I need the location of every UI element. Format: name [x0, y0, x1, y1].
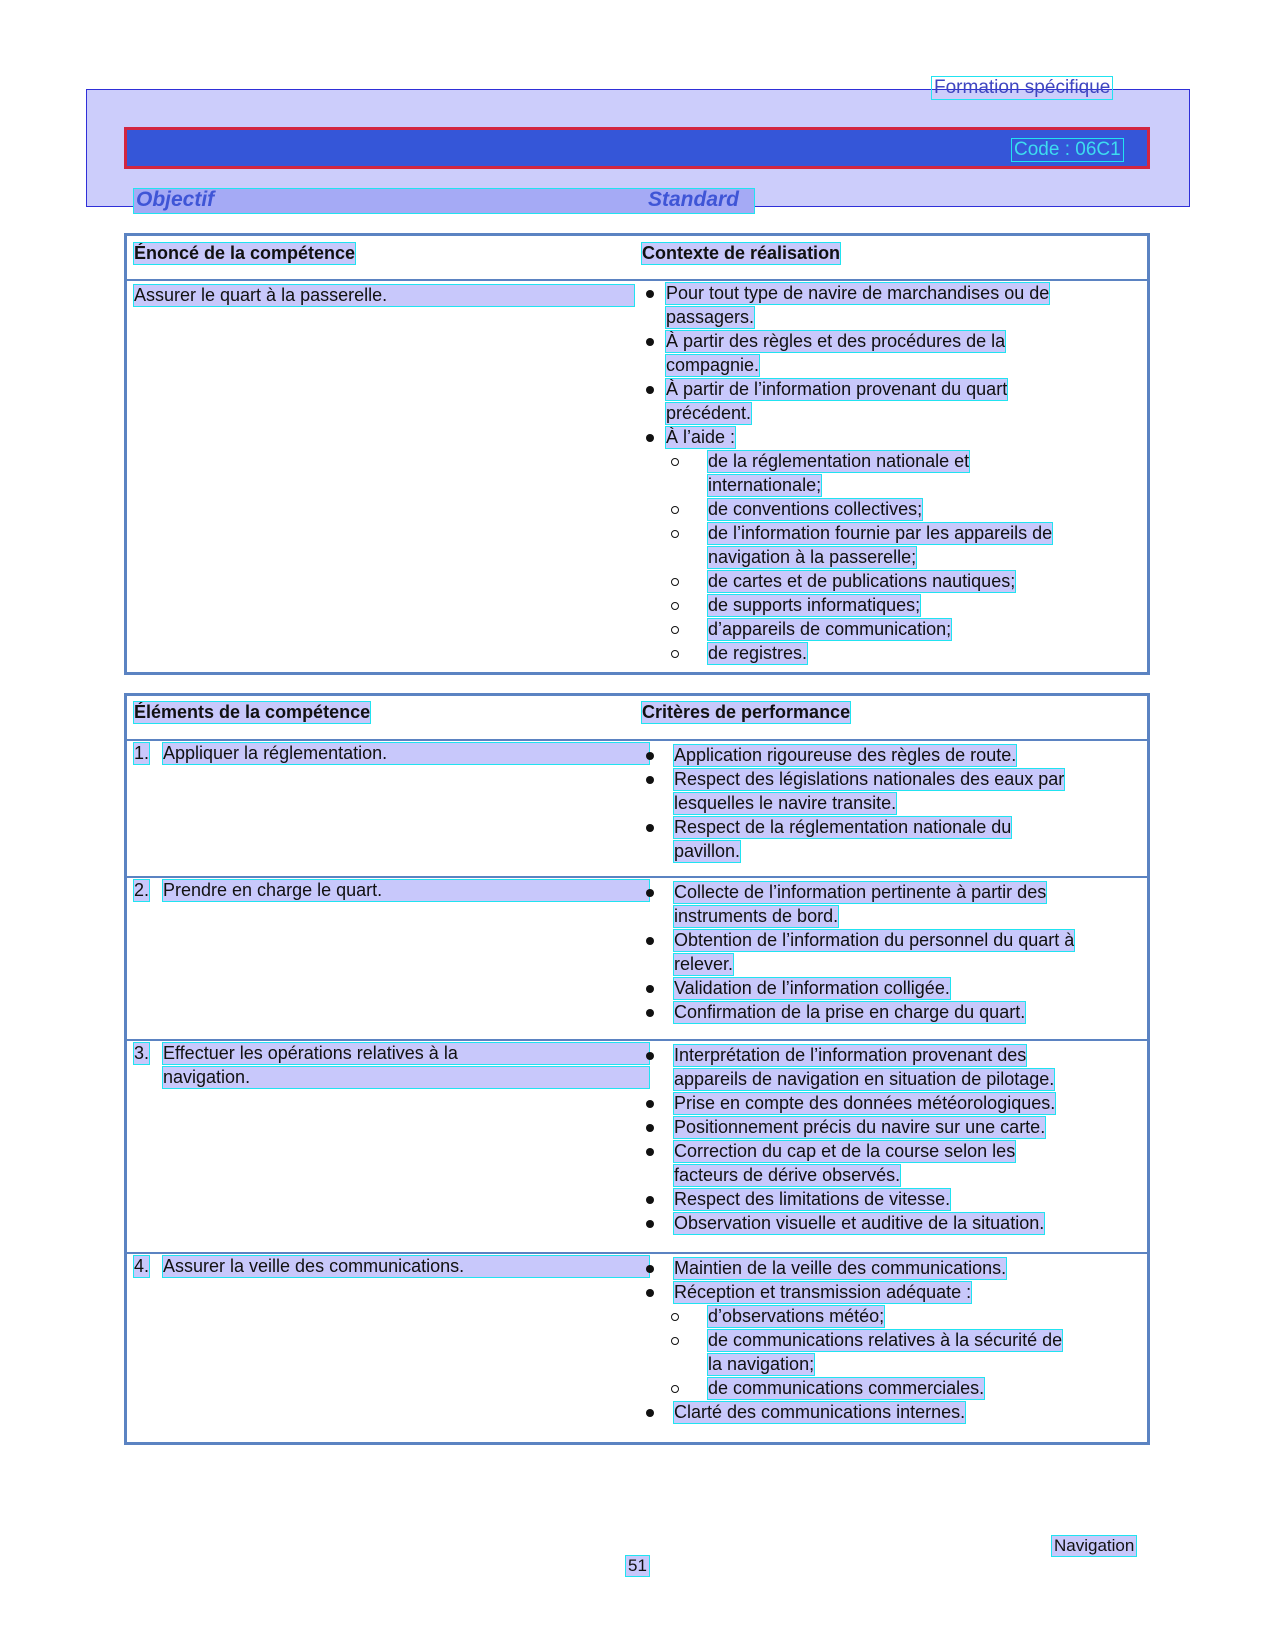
list-item-line: Validation de l’information colligée.: [674, 978, 950, 998]
bullet-icon: [646, 434, 654, 442]
footer-program: Navigation: [1054, 1536, 1135, 1555]
sub-bullet-icon: [671, 1385, 679, 1393]
sub-item-line: navigation à la passerelle;: [708, 547, 917, 567]
column-header: Énoncé de la compétence: [134, 243, 356, 263]
list-item-line: À l’aide :: [666, 427, 736, 447]
list-item-line: instruments de bord.: [674, 906, 839, 926]
list-item-line: Respect des législations nationales des eaux par: [674, 769, 1065, 789]
column-header: Contexte de réalisation: [642, 243, 841, 263]
column-header: Critères de performance: [642, 702, 851, 722]
element-text: Appliquer la réglementation.: [163, 743, 649, 764]
list-item-line: lesquelles le navire transite.: [674, 793, 897, 813]
objectif-heading: Objectif: [136, 188, 215, 211]
bullet-icon: [646, 824, 654, 832]
list-item-line: Interprétation de l’information provenant des: [674, 1045, 1027, 1065]
sub-item-line: de communications commerciales.: [708, 1378, 985, 1398]
sub-bullet-icon: [671, 530, 679, 538]
bullet-icon: [646, 889, 654, 897]
bullet-icon: [646, 1409, 654, 1417]
table2-header-divider: [127, 739, 1147, 741]
list-item-line: Application rigoureuse des règles de route.: [674, 745, 1017, 765]
standard-heading: Standard: [648, 188, 740, 211]
sub-item-line: de registres.: [708, 643, 808, 663]
sub-bullet-icon: [671, 1313, 679, 1321]
list-item-line: Obtention de l’information du personnel du quart à: [674, 930, 1075, 950]
element-text: navigation.: [163, 1067, 649, 1088]
bullet-icon: [646, 1196, 654, 1204]
sub-item-line: d’appareils de communication;: [708, 619, 952, 639]
list-item-line: Positionnement précis du navire sur une carte.: [674, 1117, 1046, 1137]
list-item-line: Prise en compte des données météorologiques.: [674, 1093, 1056, 1113]
list-item-line: Correction du cap et de la course selon les: [674, 1141, 1016, 1161]
bullet-icon: [646, 1052, 654, 1060]
list-item-line: Observation visuelle et auditive de la situation.: [674, 1213, 1045, 1233]
list-item-line: À partir des règles et des procédures de la: [666, 331, 1006, 351]
row-divider: [127, 1039, 1147, 1041]
element-number: 4.: [134, 1256, 150, 1276]
sub-item-line: de communications relatives à la sécurité de: [708, 1330, 1063, 1350]
row-divider: [127, 1252, 1147, 1254]
element-number: 2.: [134, 880, 150, 900]
bullet-icon: [646, 1148, 654, 1156]
sub-bullet-icon: [671, 626, 679, 634]
bullet-icon: [646, 776, 654, 784]
element-text: Assurer la veille des communications.: [163, 1256, 649, 1277]
list-item-line: appareils de navigation en situation de pilotage.: [674, 1069, 1055, 1089]
element-text: Effectuer les opérations relatives à la: [163, 1043, 649, 1064]
sub-item-line: d’observations météo;: [708, 1306, 885, 1326]
sub-item-line: la navigation;: [708, 1354, 815, 1374]
list-item-line: passagers.: [666, 307, 755, 327]
bullet-icon: [646, 985, 654, 993]
sub-item-line: de conventions collectives;: [708, 499, 923, 519]
list-item-line: Collecte de l’information pertinente à partir des: [674, 882, 1047, 902]
element-number: 3.: [134, 1043, 150, 1063]
list-item-line: facteurs de dérive observés.: [674, 1165, 901, 1185]
sub-bullet-icon: [671, 458, 679, 466]
list-item-line: pavillon.: [674, 841, 741, 861]
list-item-line: Respect des limitations de vitesse.: [674, 1189, 951, 1209]
bullet-icon: [646, 937, 654, 945]
sub-bullet-icon: [671, 578, 679, 586]
bullet-icon: [646, 752, 654, 760]
column-header: Éléments de la compétence: [134, 702, 371, 722]
list-item-line: relever.: [674, 954, 734, 974]
sub-item-line: de la réglementation nationale et: [708, 451, 970, 471]
competency-code: Code : 06C1: [1014, 139, 1121, 160]
sub-bullet-icon: [671, 506, 679, 514]
sub-bullet-icon: [671, 1337, 679, 1345]
list-item-line: Réception et transmission adéquate :: [674, 1282, 972, 1302]
bullet-icon: [646, 338, 654, 346]
list-item-line: Maintien de la veille des communications.: [674, 1258, 1007, 1278]
formation-label: Formation spécifique: [934, 77, 1111, 98]
competency-statement: Assurer le quart à la passerelle.: [134, 285, 634, 306]
sub-item-line: internationale;: [708, 475, 822, 495]
list-item-line: Clarté des communications internes.: [674, 1402, 966, 1422]
list-item-line: compagnie.: [666, 355, 760, 375]
sub-item-line: de l’information fournie par les appareils de: [708, 523, 1053, 543]
table1-header-divider: [127, 279, 1147, 281]
sub-bullet-icon: [671, 650, 679, 658]
page-number: 51: [628, 1556, 647, 1575]
sub-item-line: de cartes et de publications nautiques;: [708, 571, 1016, 591]
row-divider: [127, 876, 1147, 878]
bullet-icon: [646, 1220, 654, 1228]
list-item-line: Pour tout type de navire de marchandises ou de: [666, 283, 1050, 303]
code-bar: [124, 127, 1150, 169]
list-item-line: À partir de l’information provenant du quart: [666, 379, 1008, 399]
bullet-icon: [646, 386, 654, 394]
element-text: Prendre en charge le quart.: [163, 880, 649, 901]
sub-bullet-icon: [671, 602, 679, 610]
element-number: 1.: [134, 743, 150, 763]
list-item-line: précédent.: [666, 403, 752, 423]
bullet-icon: [646, 1124, 654, 1132]
list-item-line: Respect de la réglementation nationale du: [674, 817, 1012, 837]
list-item-line: Confirmation de la prise en charge du quart.: [674, 1002, 1026, 1022]
sub-item-line: de supports informatiques;: [708, 595, 921, 615]
bullet-icon: [646, 1289, 654, 1297]
bullet-icon: [646, 290, 654, 298]
bullet-icon: [646, 1265, 654, 1273]
bullet-icon: [646, 1009, 654, 1017]
bullet-icon: [646, 1100, 654, 1108]
